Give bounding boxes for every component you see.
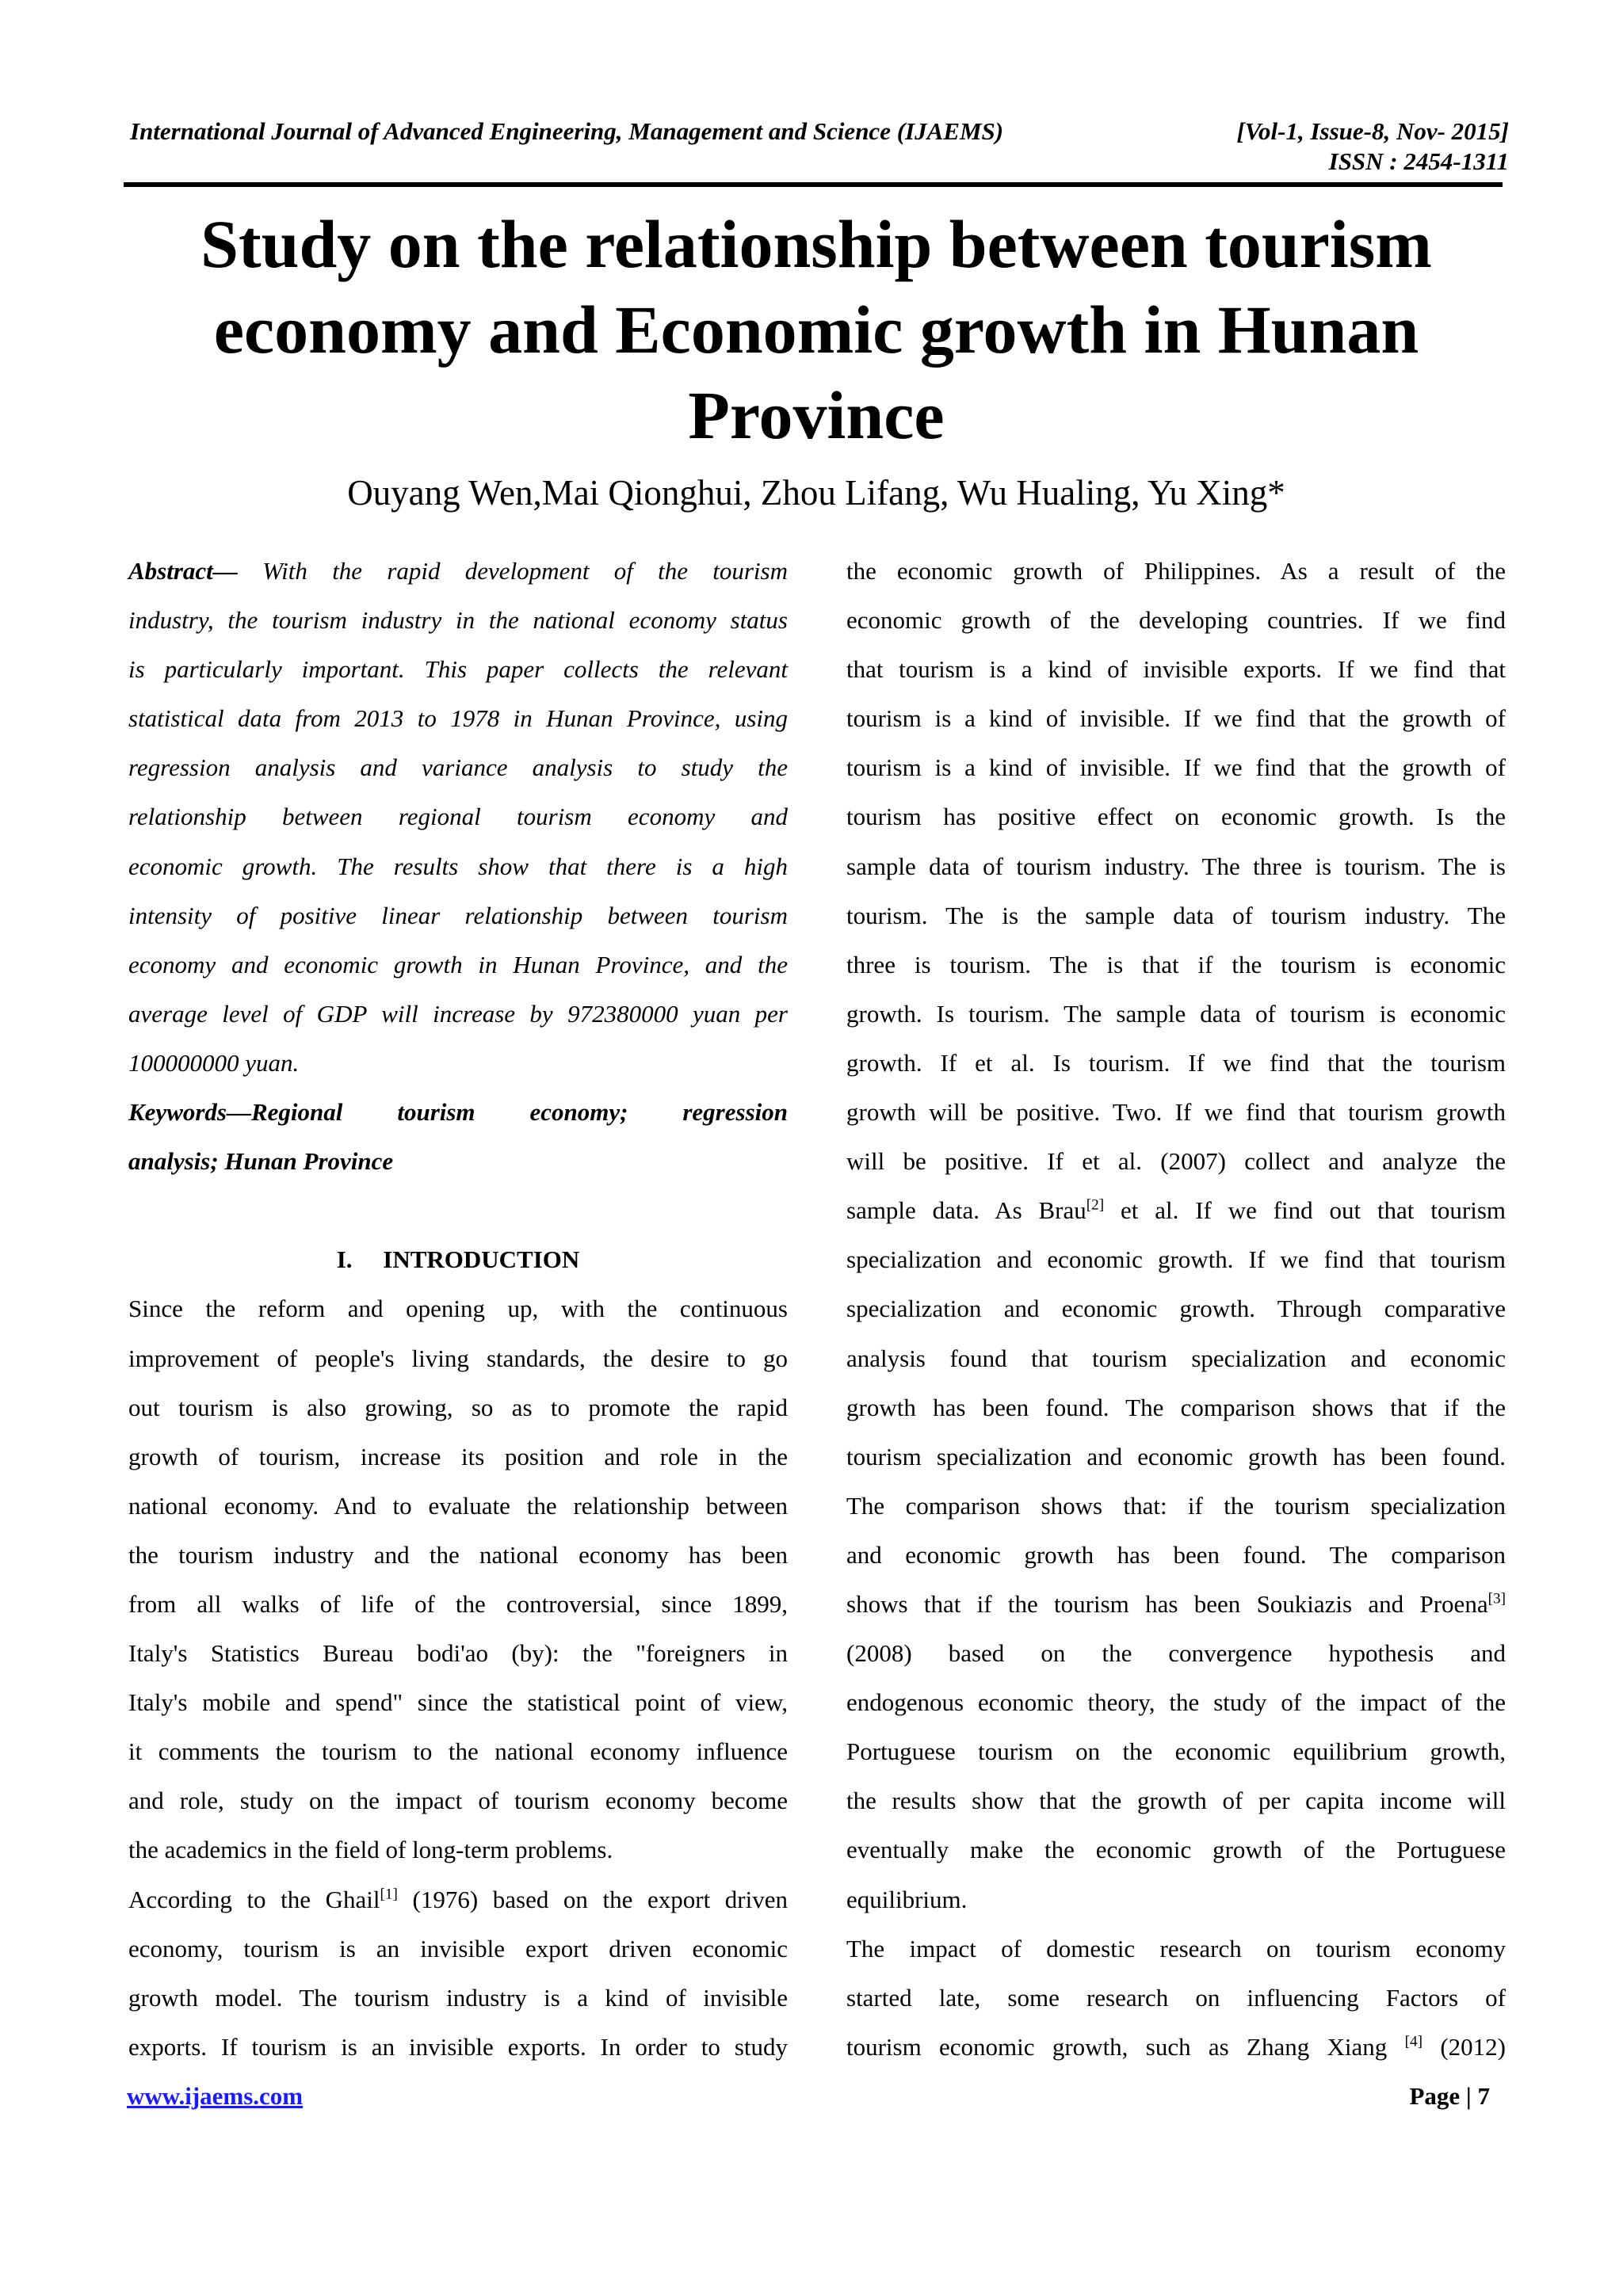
page-number: Page | 7 [1409,2082,1490,2110]
citation-ref: [1] [380,1886,398,1902]
body-line: started late, some research on influencing Factors of [846,1983,1506,2012]
keywords-line: analysis; Hunan Province [128,1147,394,1176]
body-line: specialization and economic growth. Through comparative [846,1295,1506,1323]
body-line: The comparison shows that: if the tourism specialization [846,1491,1506,1520]
intro-line: growth of tourism, increase its position and role in the [128,1442,788,1470]
citation-ref: [4] [1404,2033,1423,2050]
body-line: tourism is a kind of invisible. If we find that the growth of [846,704,1506,733]
abstract-line: statistical data from 2013 to 1978 in Hunan Province, using [128,704,788,733]
intro-line: According to the Ghail[1] (1976) based on the export driven [128,1885,788,1913]
intro-line: the academics in the field of long-term problems. [128,1836,613,1864]
abstract-line: regression analysis and variance analysis to study the [128,753,788,782]
body-line: The impact of domestic research on tourism economy [846,1934,1506,1962]
body-line: economic growth of the developing countries. If we find [846,606,1506,635]
journal-name: International Journal of Advanced Engineering, Management and Science (IJAEMS) [130,117,1004,145]
intro-line: and role, study on the impact of tourism economy become [128,1787,788,1815]
abstract-line: average level of GDP will increase by 972380000 yuan per [128,999,788,1028]
intro-line: growth model. The tourism industry is a kind of invisible [128,1983,788,2012]
body-line: that tourism is a kind of invisible exports. If we find that [846,655,1506,684]
paper-title [127,201,1506,458]
title-line: Study on the relationship between tourism [200,206,1432,282]
abstract-line: intensity of positive linear relationship between tourism [128,901,788,929]
body-line: sample data. As Brau[2] et al. If we find out that tourism [846,1196,1506,1225]
intro-line: out tourism is also growing, so as to promote the rapid [128,1393,788,1421]
abstract-line: 100000000 yuan. [128,1048,300,1077]
title-line: economy and Economic growth in Hunan [213,292,1419,368]
section-heading [128,1235,788,1284]
issn: ISSN : 2454-1311 [1328,147,1509,175]
header-rule [124,182,1503,187]
body-line: tourism has positive effect on economic growth. Is the [846,803,1506,831]
intro-line: exports. If tourism is an invisible exports. In order to study [128,2032,788,2061]
body-line: tourism is a kind of invisible. If we find that the growth of [846,753,1506,782]
left-column [128,547,788,2072]
intro-line: the tourism industry and the national economy has been [128,1540,788,1569]
body-line: growth. If et al. Is tourism. If we find that the tourism [846,1048,1506,1077]
abstract-label: Abstract— [128,557,238,585]
body-line: the results show that the growth of per capita income will [846,1787,1506,1815]
abstract-line: Abstract— With the rapid development of the tourism [128,557,788,585]
body-line: growth has been found. The comparison shows that if the [846,1393,1506,1421]
volume-issue: [Vol-1, Issue-8, Nov- 2015] [1236,117,1509,145]
section-title: INTRODUCTION [383,1245,580,1274]
intro-line: economy, tourism is an invisible export driven economic [128,1934,788,1962]
abstract-line: relationship between regional tourism economy and [128,803,788,831]
body-line: growth will be positive. Two. If we find that tourism growth [846,1098,1506,1127]
right-column [846,547,1506,2072]
body-line: growth. Is tourism. The sample data of tourism is economic [846,999,1506,1028]
body-line: three is tourism. The is that if the tourism is economic [846,950,1506,978]
body-line: the economic growth of Philippines. As a result of the [846,557,1506,585]
citation-ref: [3] [1487,1590,1506,1608]
body-line: specialization and economic growth. If we find that tourism [846,1245,1506,1274]
abstract-line: is particularly important. This paper collects the relevant [128,655,788,684]
body-line: sample data of tourism industry. The three is tourism. The is [846,852,1506,880]
body-line: Portuguese tourism on the economic equilibrium growth, [846,1737,1506,1766]
authors: Ouyang Wen,Mai Qionghui, Zhou Lifang, Wu Hualing, Yu Xing* [347,473,1285,513]
body-line: eventually make the economic growth of the Portuguese [846,1836,1506,1864]
body-line: equilibrium. [846,1885,968,1913]
journal-website-link[interactable]: www.ijaems.com [127,2082,304,2110]
body-line: tourism specialization and economic growth has been found. [846,1442,1506,1470]
body-line: and economic growth has been found. The comparison [846,1540,1506,1569]
intro-line: Italy's Statistics Bureau bodi'ao (by): the "foreigners in [128,1639,788,1668]
intro-line: from all walks of life of the controversial, since 1899, [128,1589,788,1618]
body-line: (2008) based on the convergence hypothesis and [846,1639,1506,1668]
abstract-line: economic growth. The results show that there is a high [128,852,788,880]
title-line: Province [688,377,945,453]
section-number: I. [336,1245,353,1274]
keywords-line: Keywords—Regional tourism economy; regression [128,1098,788,1127]
body-line: shows that if the tourism has been Soukiazis and Proena[3] [846,1589,1506,1618]
abstract-line: industry, the tourism industry in the national economy status [128,606,788,635]
intro-line: improvement of people's living standards, the desire to go [128,1344,788,1372]
body-line: endogenous economic theory, the study of the impact of the [846,1688,1506,1717]
intro-line: Italy's mobile and spend" since the statistical point of view, [128,1688,788,1717]
intro-line: national economy. And to evaluate the relationship between [128,1491,788,1520]
body-line: will be positive. If et al. (2007) collect and analyze the [846,1147,1506,1176]
intro-line: it comments the tourism to the national economy influence [128,1737,788,1766]
body-line: tourism. The is the sample data of tourism industry. The [846,901,1506,929]
intro-line: Since the reform and opening up, with the continuous [128,1295,788,1323]
citation-ref: [2] [1086,1196,1105,1214]
body-line: analysis found that tourism specialization and economic [846,1344,1506,1372]
body-line: tourism economic growth, such as Zhang Xiang [4] (2012) [846,2032,1506,2061]
abstract-line: economy and economic growth in Hunan Province, and the [128,950,788,978]
